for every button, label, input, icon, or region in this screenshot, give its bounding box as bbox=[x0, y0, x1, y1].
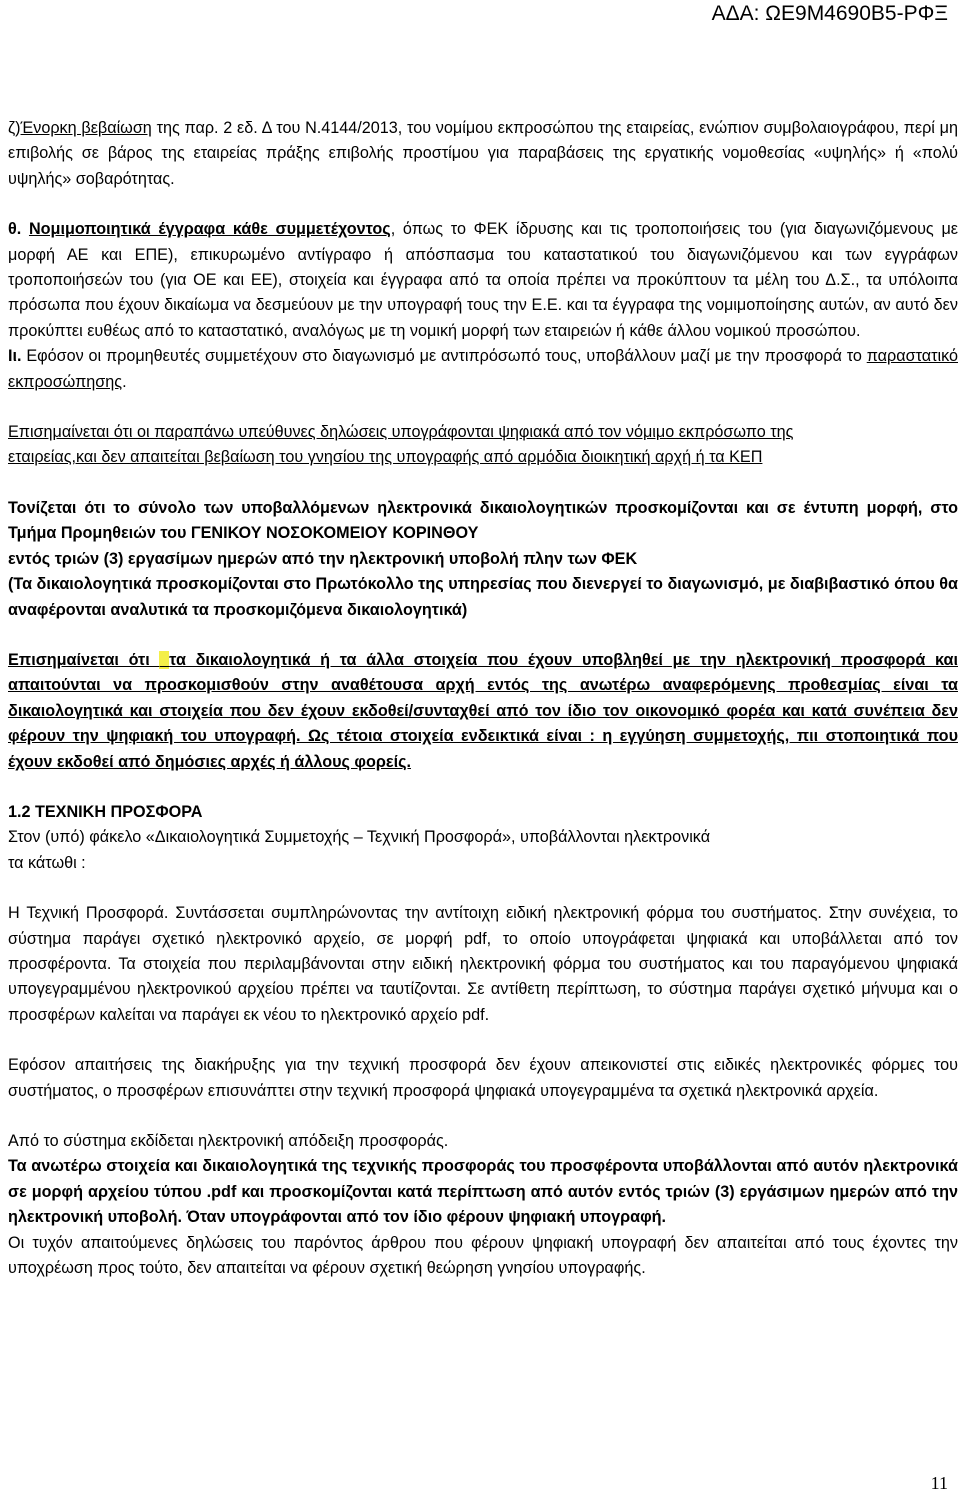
item-z-title: Ένορκη βεβαίωση bbox=[20, 119, 152, 137]
section-intro-line2: τα κάτωθι : bbox=[8, 853, 86, 872]
section-para4: Τα ανωτέρω στοιχεία και δικαιολογητικά της τεχνικής προσφοράς του προσφέροντα υποβάλλονται από αυτόν ηλεκτρονικά σε μορφή αρχείου τύπου .pdf και προσκομίζονται κατά περίπτωση από αυτόν εντός τριών (3) εργάσιμων ημερών από την ηλεκτρονική υποβολή. Όταν υπογράφονται από τον ίδιο φέρουν ψηφιακή υπογραφή. bbox=[8, 1157, 958, 1227]
section-intro-line1: Στον (υπό) φάκελο «Δικαιολογητικά Συμμετοχής – Τεχνική Προσφορά», υποβάλλονται ηλεκτρονικά bbox=[8, 828, 711, 847]
note-signature-line1: Επισημαίνεται ότι οι παραπάνω υπεύθυνες δηλώσεις υπογράφονται ψηφιακά από τον νόμιμο εκπρόσωπο της bbox=[8, 423, 794, 442]
section-heading: 1.2 ΤΕΧΝΙΚΗ ΠΡΟΣΦΟΡΑ bbox=[8, 802, 203, 821]
document-body bbox=[8, 116, 958, 1281]
item-i-label: Ιι. bbox=[8, 347, 22, 366]
item-z-text: της παρ. 2 εδ. Δ του Ν.4144/2013, του νομίμου εκπροσώπου της εταιρείας, ενώπιον συμβολαιογράφου, περί μη επιβολής σε βάρος της εταιρείας πράξης επιβολής προστίμου για παραβάσεις της εργατικής νομοθεσίας «υψηλής» ή «πολύ υψηλής» σοβαρότητας. bbox=[8, 119, 958, 188]
note-printed-line2: εντός τριών (3) εργασίμων ημερών από την ηλεκτρονική υποβολή πλην των ΦΕΚ bbox=[8, 549, 638, 568]
item-th-title: Νομιμοποιητικά έγγραφα κάθε συμμετέχοντος bbox=[28, 220, 391, 239]
note-printed-line3: (Τα δικαιολογητικά προσκομίζονται στο Πρωτόκολλο της υπηρεσίας που διενεργεί το διαγωνισμό, με διαβιβαστικό όπου θα αναφέρονται αναλυτικά τα προσκομιζόμενα δικαιολογητικά) bbox=[8, 575, 958, 619]
item-z-paragraph bbox=[8, 116, 958, 192]
note-supporting-rest: τα δικαιολογητικά ή τα άλλα στοιχεία που έχουν υποβληθεί με την ηλεκτρονική προσφορά και απαιτούνται να προσκομισθούν στην αναθέτουσα αρχή εντός της ανωτέρω αναφερόμενης προθεσμίας είναι τα δικαιολογητικά και στοιχεία που δεν έχουν εκδοθεί/συνταχθεί από τον ίδιο τον οικονομικό φορέα και κατά συνέπεια δεν φέρουν την ψηφιακή του υπογραφή. Ως τέτοια στοιχεία ενδεικτικά είναι : η εγγύηση συμμετοχής, πιι στοποιητικά που έχουν εκδοθεί από δημόσιες αρχές ή άλλους φορείς. bbox=[8, 650, 958, 771]
section-para5: Οι τυχόν απαιτούμενες δηλώσεις του παρόντος άρθρου που φέρουν ψηφιακή υπογραφή δεν απαιτείται από τους έχοντες την υποχρέωση προς τούτο, δεν απαιτείται να φέρουν σχετική θεώρηση γνησίου υπογραφής. bbox=[8, 1233, 958, 1278]
item-z-label: ζ) bbox=[8, 119, 21, 137]
ada-header: ΑΔΑ: ΩΕ9Μ4690Β5-ΡΦΞ bbox=[711, 2, 948, 25]
highlight-mark bbox=[159, 651, 169, 669]
note-supporting-paragraph bbox=[8, 648, 958, 775]
item-th-text: , όπως το ΦΕΚ ίδρυσης και τις τροποποιήσεις του (για διαγωνιζόμενους με μορφή ΑΕ και ΕΠΕ), επικυρωμένο αντίγραφο ή απόσπασμα του καταστατικού του διαγωνιζόμενου και των εγγράφων τροποποιήσεών του (για ΟΕ και ΕΕ), στοιχεία και έγγραφα από τα οποία πρέπει να προκύπτουν τα μέλη του Δ.Σ., τα υπόλοιπα πρόσωπα που έχουν δικαίωμα να δεσμεύουν με την υπογραφή τους την Ε.Ε. και τα έγγραφα της νομιμοποίησης αυτών, αν αυτό δεν προκύπτει ευθέως από το καταστατικό, αναλόγως με τη νομική μορφή των εταιρειών ή κάθε άλλου νομικού προσώπου. bbox=[8, 220, 958, 340]
note-printed-line1: Τονίζεται ότι το σύνολο των υποβαλλόμενων ηλεκτρονικά δικαιολογητικών προσκομίζονται και σε έντυπη μορφή, στο Τμήμα Προμηθειών του ΓΕΝΙΚΟΥ ΝΟΣΟΚΟΜΕΙΟΥ ΚΟΡΙΝΘΟΥ bbox=[8, 498, 958, 543]
note-supporting-lead: Επισημαίνεται ότι bbox=[8, 650, 160, 669]
section-para1: Η Τεχνική Προσφορά. Συντάσσεται συμπληρώνοντας την αντίτοιχη ειδική ηλεκτρονική φόρμα του συστήματος. Στην συνέχεια, το σύστημα παράγει σχετικό ηλεκτρονικό αρχείο, σε μορφή pdf, το οποίο υπογράφεται ψηφιακά και υποβάλλεται από τον προσφέροντα. Τα στοιχεία που περιλαμβάνονται στην ειδική ηλεκτρονική φόρμα του συστήματος και του παραγόμενου ψηφιακά υπογεγραμμένου ηλεκτρονικού αρχείου πρέπει να ταυτίζονται. Σε αντίθετη περίπτωση, το σύστημα παράγει σχετικό μήνυμα και ο προσφέρων καλείται να παράγει εκ νέου το ηλεκτρονικό αρχείο pdf. bbox=[8, 904, 958, 1024]
item-i-end: . bbox=[122, 372, 127, 391]
section-para2: Εφόσον απαιτήσεις της διακήρυξης για την τεχνική προσφορά δεν έχουν απεικονιστεί στις ειδικές ηλεκτρονικές φόρμες του συστήματος, ο προσφέρων επισυνάπτει στην τεχνική προσφορά ψηφιακά υπογεγραμμένα τα σχετικά ηλεκτρονικά αρχεία. bbox=[8, 1056, 958, 1100]
page-number: 11 bbox=[930, 1473, 948, 1493]
note-signature-line2: εταιρείας,και δεν απαιτείται βεβαίωση του γνησίου της υπογραφής από αρμόδια διοικητική αρχή ή τα ΚΕΠ bbox=[8, 448, 763, 467]
item-i-link: παραστατικό εκπροσώπησης bbox=[8, 347, 958, 391]
item-th-paragraph bbox=[8, 217, 958, 344]
item-i-paragraph bbox=[8, 344, 958, 395]
item-i-text: Εφόσον οι προμηθευτές συμμετέχουν στο διαγωνισμό με αντιπρόσωπό τους, υποβάλλουν μαζί με την προσφορά το bbox=[21, 347, 867, 366]
section-para3: Από το σύστημα εκδίδεται ηλεκτρονική απόδειξη προσφοράς. bbox=[8, 1132, 449, 1150]
item-th-label: θ. bbox=[8, 220, 22, 239]
